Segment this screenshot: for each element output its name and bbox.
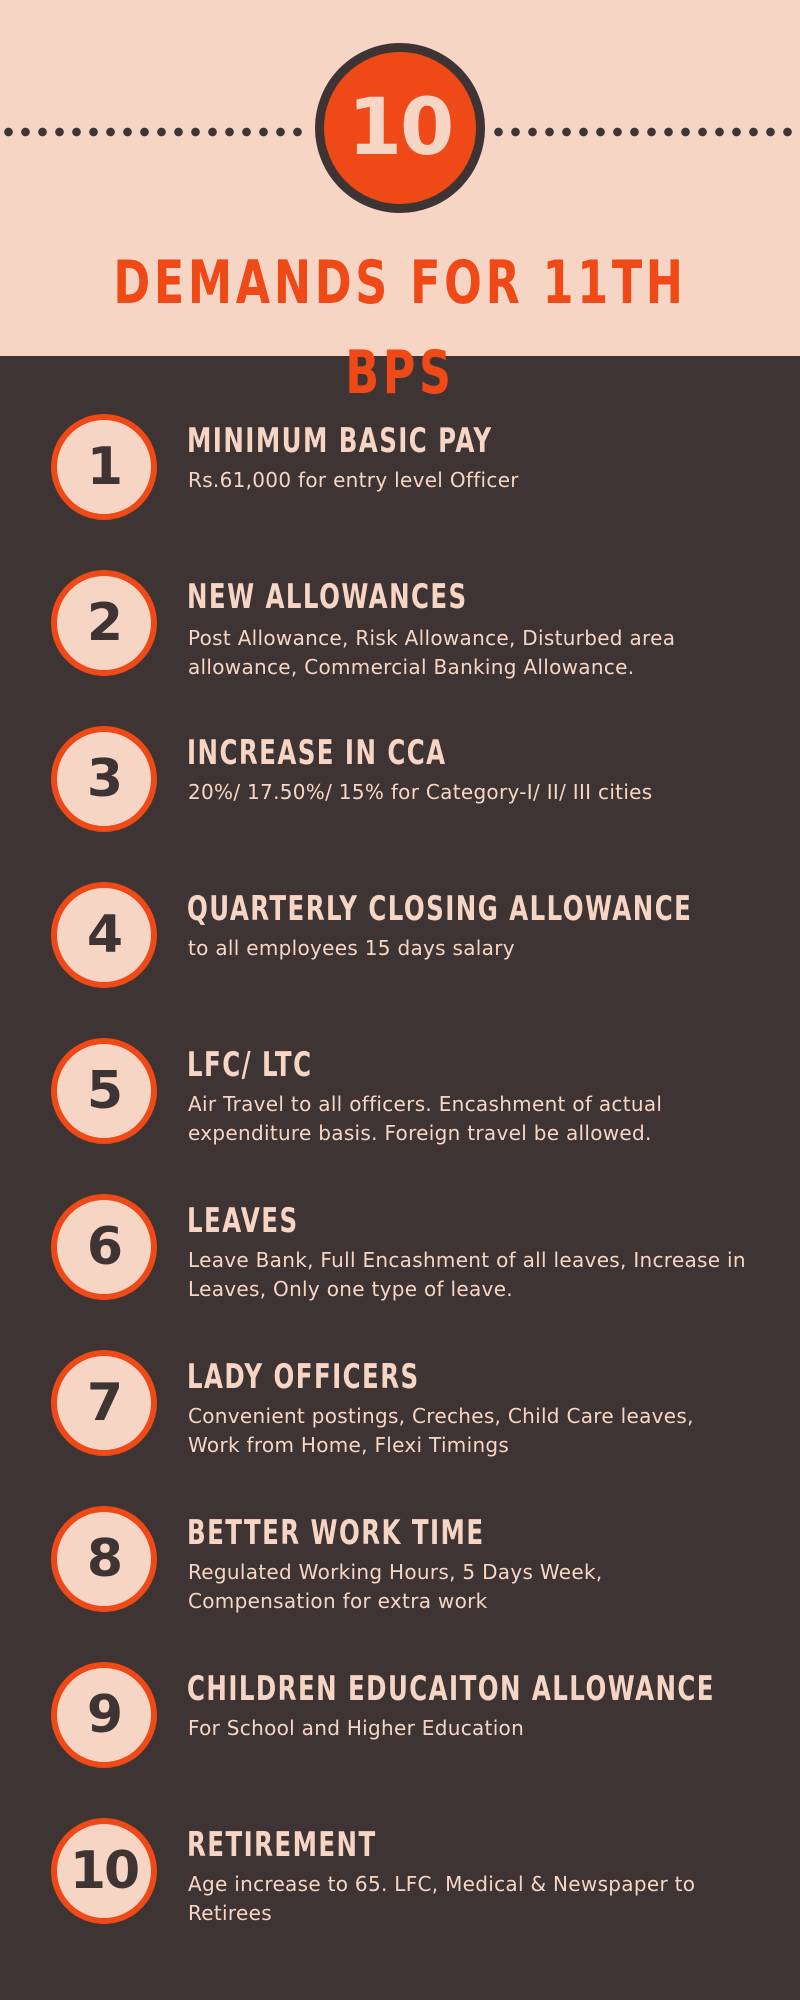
item-description: Age increase to 65. LFC, Medical & Newspaper to Retirees bbox=[188, 1872, 696, 1925]
item-description: Convenient postings, Creches, Child Care leaves, Work from Home, Flexi Timings bbox=[188, 1404, 694, 1457]
item-description: Regulated Working Hours, 5 Days Week, Compensation for extra work bbox=[188, 1560, 603, 1613]
item-title: BETTER WORK TIME bbox=[187, 1513, 485, 1553]
item-description: Leave Bank, Full Encashment of all leaves, Increase in Leaves, Only one type of leave. bbox=[188, 1248, 746, 1301]
header-banner bbox=[0, 0, 800, 408]
item-description: Post Allowance, Risk Allowance, Disturbed area allowance, Commercial Banking Allowance. bbox=[188, 626, 676, 679]
header-number-badge: 10 bbox=[315, 43, 485, 213]
item-title: QUARTERLY CLOSING ALLOWANCE bbox=[187, 889, 693, 929]
item-title: MINIMUM BASIC PAY bbox=[187, 421, 493, 461]
item-title: INCREASE IN CCA bbox=[187, 733, 447, 773]
item-number-badge: 4 bbox=[51, 882, 157, 988]
item-number-badge: 5 bbox=[51, 1038, 157, 1144]
page-title: DEMANDS FOR 11TH BPS bbox=[113, 248, 687, 408]
dotted-line-right bbox=[490, 127, 800, 137]
item-title: LFC/ LTC bbox=[187, 1045, 313, 1085]
item-title: CHILDREN EDUCAITON ALLOWANCE bbox=[187, 1669, 715, 1709]
demand-item-4 bbox=[0, 882, 800, 1032]
demand-item-3 bbox=[0, 726, 800, 876]
item-number-badge: 7 bbox=[51, 1350, 157, 1456]
item-number-badge: 10 bbox=[51, 1818, 157, 1924]
item-description: Air Travel to all officers. Encashment of actual expenditure basis. Foreign travel be allowed. bbox=[188, 1092, 663, 1145]
item-number-badge: 3 bbox=[51, 726, 157, 832]
demand-item-2 bbox=[0, 570, 800, 720]
demand-item-7 bbox=[0, 1350, 800, 1500]
demand-item-6 bbox=[0, 1194, 800, 1344]
demand-item-1 bbox=[0, 414, 800, 564]
item-description: 20%/ 17.50%/ 15% for Category-I/ II/ III cities bbox=[188, 780, 653, 804]
dotted-line-left bbox=[0, 127, 306, 137]
item-title: RETIREMENT bbox=[187, 1825, 377, 1865]
item-title: LADY OFFICERS bbox=[187, 1357, 420, 1397]
item-title: LEAVES bbox=[187, 1201, 299, 1241]
item-title: NEW ALLOWANCES bbox=[187, 577, 468, 617]
demand-item-5 bbox=[0, 1038, 800, 1188]
item-description: Rs.61,000 for entry level Officer bbox=[188, 468, 519, 492]
item-number-badge: 8 bbox=[51, 1506, 157, 1612]
item-number-badge: 1 bbox=[51, 414, 157, 520]
item-number-badge: 9 bbox=[51, 1662, 157, 1768]
item-number-badge: 6 bbox=[51, 1194, 157, 1300]
demand-item-9 bbox=[0, 1662, 800, 1812]
demand-item-10 bbox=[0, 1818, 800, 1968]
item-number-badge: 2 bbox=[51, 570, 157, 676]
demand-item-8 bbox=[0, 1506, 800, 1656]
item-description: For School and Higher Education bbox=[188, 1716, 525, 1740]
item-description: to all employees 15 days salary bbox=[188, 936, 515, 960]
